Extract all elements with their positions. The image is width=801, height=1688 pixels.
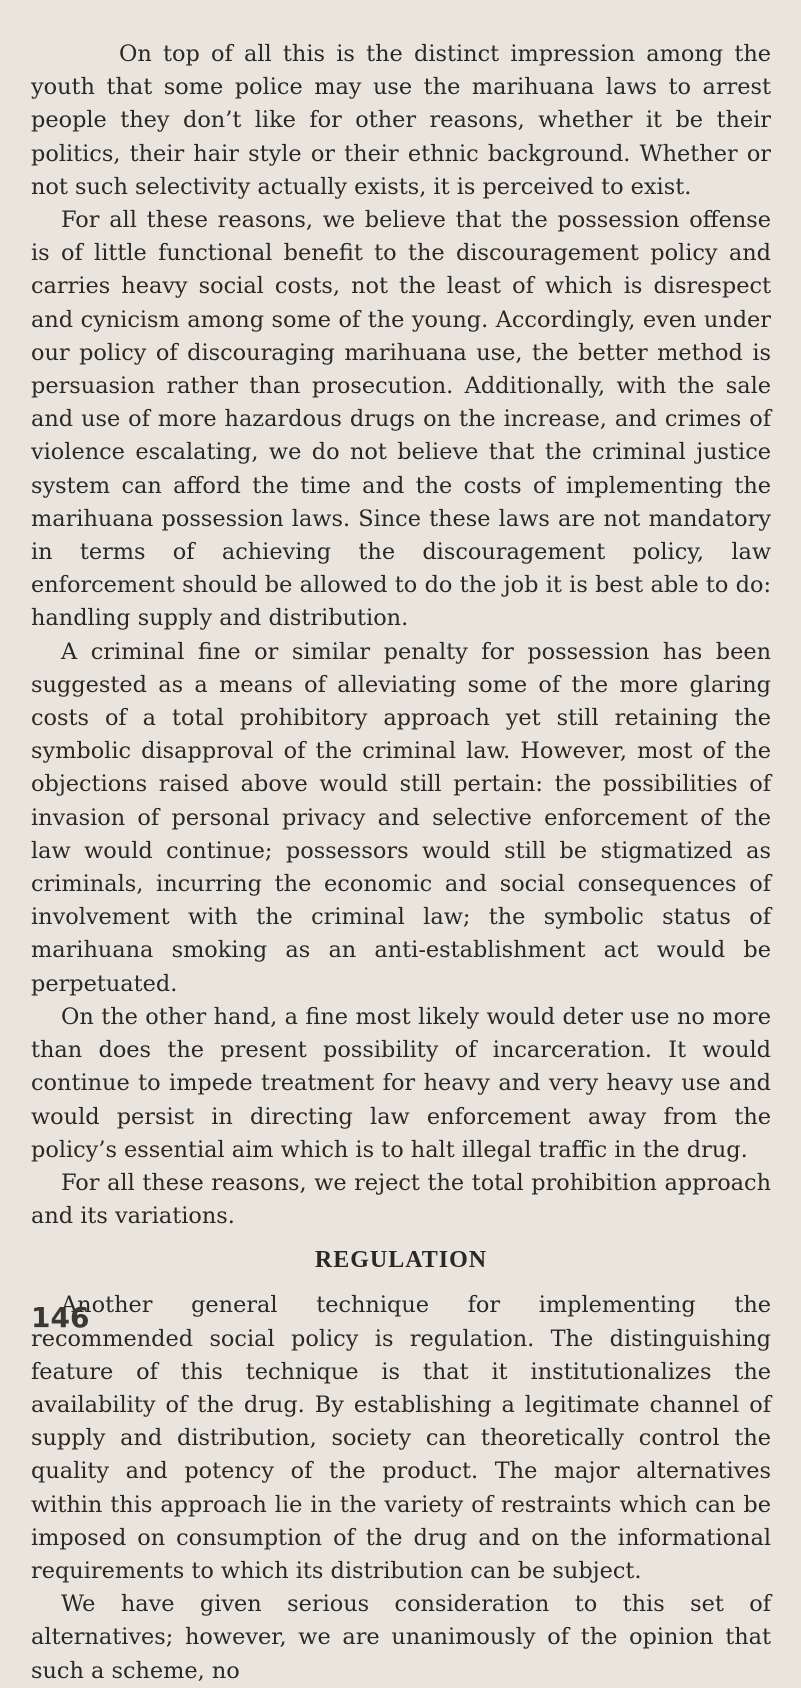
paragraph-alternatives: We have given serious consideration to this set of alternatives; however, we are unanimously of the opinion that such a scheme, no	[31, 1591, 771, 1684]
paragraph-fine-deterrence: On the other hand, a fine most likely would deter use no more than does the present possibility of incarceration. It would continue to impede treatment for heavy and very heavy use and would persist in directing law enforcement away from the policy’s essential aim which is to halt illegal traffic in the drug.	[31, 1003, 771, 1163]
paragraph-possession-offense: For all these reasons, we believe that the possession offense is of little functional benefit to the discouragement policy and carries heavy social costs, not the least of which is disrespect and cynicism among some of the young. Accordingly, even under our policy of discouraging marihuana use, the better method is persuasion rather than prosecution. Additionally, with the sale and use of more hazardous drugs on the increase, and crimes of violence escalating, we do not believe that the criminal justice system can afford the time and the costs of implementing the marihuana possession laws. Since these laws are not mandatory in terms of achieving the discouragement policy, law enforcement should be allowed to do the job it is best able to do: handling supply and distribution.	[31, 207, 771, 632]
page-number: 146	[31, 1301, 90, 1334]
paragraph-youth-impression: On top of all this is the distinct impression among the youth that some police may use the marihuana laws to arrest people they don’t like for other reasons, whether it be their politics, their hair style or their ethnic background. Whether or not such selectivity actually exists, it is perceived to exist.	[31, 41, 771, 200]
paragraph-reject-prohibition: For all these reasons, we reject the total prohibition approach and its variations.	[31, 1169, 771, 1230]
section-heading-regulation: REGULATION	[314, 1247, 488, 1274]
paragraph-criminal-fine: A criminal fine or similar penalty for possession has been suggested as a means of alleviating some of the more glaring costs of a total prohibitory approach yet still retaining the symbolic disapproval of the criminal law. However, most of the objections raised above would still pertain: the possibilities of invasion of personal privacy and selective enforcement of the law would continue; possessors would still be stigmatized as criminals, incurring the economic and social consequences of involvement with the criminal law; the symbolic status of marihuana smoking as an anti-establishment act would be perpetuated.	[31, 638, 771, 997]
paragraph-regulation-technique: Another general technique for implementing the recommended social policy is regulation. The distinguishing feature of this technique is that it institutionalizes the availability of the drug. By establishing a legitimate channel of supply and distribution, society can theoretically control the quality and potency of the product. The major alternatives within this approach lie in the variety of restraints which can be imposed on consumption of the drug and on the informational requirements to which its distribution can be subject.	[31, 1292, 771, 1584]
